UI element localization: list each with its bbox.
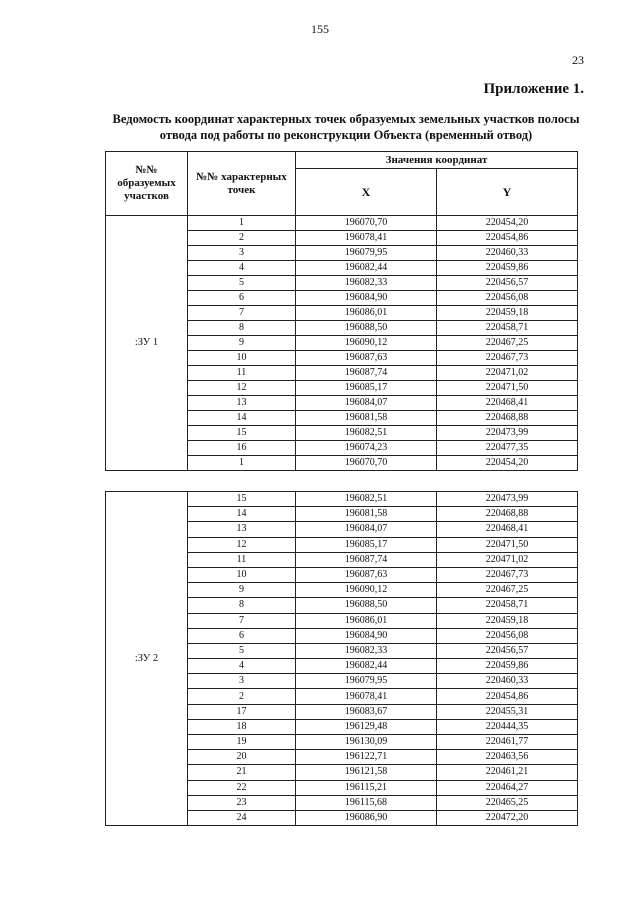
point-number-cell: 4 — [188, 659, 296, 674]
x-coordinate-cell: 196082,44 — [296, 659, 437, 674]
point-number-cell: 23 — [188, 795, 296, 810]
x-coordinate-cell: 196082,33 — [296, 643, 437, 658]
point-number-cell: 14 — [188, 507, 296, 522]
point-number-cell: 6 — [188, 628, 296, 643]
x-coordinate-cell: 196081,58 — [296, 411, 437, 426]
x-coordinate-cell: 196115,68 — [296, 795, 437, 810]
x-coordinate-cell: 196130,09 — [296, 735, 437, 750]
x-coordinate-cell: 196084,07 — [296, 522, 437, 537]
x-coordinate-cell: 196090,12 — [296, 583, 437, 598]
point-number-cell: 9 — [188, 336, 296, 351]
coordinates-table-block-2 — [105, 491, 578, 826]
x-coordinate-cell: 196085,17 — [296, 381, 437, 396]
y-coordinate-cell: 220467,25 — [437, 336, 578, 351]
y-coordinate-cell: 220458,71 — [437, 321, 578, 336]
x-coordinate-cell: 196079,95 — [296, 674, 437, 689]
point-number-cell: 4 — [188, 261, 296, 276]
y-coordinate-cell: 220467,73 — [437, 567, 578, 582]
x-coordinate-cell: 196087,74 — [296, 552, 437, 567]
point-number-cell: 11 — [188, 552, 296, 567]
y-coordinate-cell: 220467,25 — [437, 583, 578, 598]
x-coordinate-cell: 196078,41 — [296, 231, 437, 246]
y-coordinate-cell: 220454,86 — [437, 689, 578, 704]
y-coordinate-cell: 220471,50 — [437, 381, 578, 396]
y-coordinate-cell: 220456,57 — [437, 643, 578, 658]
header-parcels: №№ образуемых участков — [106, 152, 188, 216]
x-coordinate-cell: 196083,67 — [296, 704, 437, 719]
y-coordinate-cell: 220456,57 — [437, 276, 578, 291]
x-coordinate-cell: 196087,63 — [296, 567, 437, 582]
y-coordinate-cell: 220465,25 — [437, 795, 578, 810]
y-coordinate-cell: 220472,20 — [437, 810, 578, 825]
x-coordinate-cell: 196070,70 — [296, 216, 437, 231]
y-coordinate-cell: 220454,86 — [437, 231, 578, 246]
y-coordinate-cell: 220454,20 — [437, 456, 578, 471]
y-coordinate-cell: 220477,35 — [437, 441, 578, 456]
point-number-cell: 13 — [188, 522, 296, 537]
header-points: №№ характерных точек — [188, 152, 296, 216]
y-coordinate-cell: 220444,35 — [437, 719, 578, 734]
sheet-number: 23 — [572, 53, 584, 67]
y-coordinate-cell: 220456,08 — [437, 291, 578, 306]
x-coordinate-cell: 196087,63 — [296, 351, 437, 366]
point-number-cell: 5 — [188, 276, 296, 291]
point-number-cell: 12 — [188, 537, 296, 552]
appendix-label: Приложение 1. — [483, 81, 584, 97]
x-coordinate-cell: 196115,21 — [296, 780, 437, 795]
x-coordinate-cell: 196081,58 — [296, 507, 437, 522]
header-x: X — [296, 169, 437, 216]
x-coordinate-cell: 196070,70 — [296, 456, 437, 471]
y-coordinate-cell: 220459,86 — [437, 261, 578, 276]
y-coordinate-cell: 220461,77 — [437, 735, 578, 750]
y-coordinate-cell: 220459,18 — [437, 613, 578, 628]
parcel-label: :ЗУ 2 — [106, 492, 188, 826]
point-number-cell: 20 — [188, 750, 296, 765]
point-number-cell: 10 — [188, 351, 296, 366]
y-coordinate-cell: 220471,02 — [437, 366, 578, 381]
x-coordinate-cell: 196086,01 — [296, 613, 437, 628]
y-coordinate-cell: 220455,31 — [437, 704, 578, 719]
y-coordinate-cell: 220473,99 — [437, 426, 578, 441]
y-coordinate-cell: 220460,33 — [437, 246, 578, 261]
point-number-cell: 9 — [188, 583, 296, 598]
x-coordinate-cell: 196082,44 — [296, 261, 437, 276]
x-coordinate-cell: 196082,33 — [296, 276, 437, 291]
y-coordinate-cell: 220456,08 — [437, 628, 578, 643]
point-number-cell: 8 — [188, 321, 296, 336]
point-number-cell: 15 — [188, 426, 296, 441]
point-number-cell: 12 — [188, 381, 296, 396]
y-coordinate-cell: 220459,18 — [437, 306, 578, 321]
x-coordinate-cell: 196121,58 — [296, 765, 437, 780]
point-number-cell: 15 — [188, 492, 296, 507]
y-coordinate-cell: 220468,88 — [437, 507, 578, 522]
x-coordinate-cell: 196084,90 — [296, 291, 437, 306]
y-coordinate-cell: 220454,20 — [437, 216, 578, 231]
point-number-cell: 7 — [188, 613, 296, 628]
x-coordinate-cell: 196084,90 — [296, 628, 437, 643]
x-coordinate-cell: 196078,41 — [296, 689, 437, 704]
point-number-cell: 2 — [188, 689, 296, 704]
table-row — [106, 216, 578, 231]
point-number-cell: 13 — [188, 396, 296, 411]
x-coordinate-cell: 196087,74 — [296, 366, 437, 381]
point-number-cell: 17 — [188, 704, 296, 719]
y-coordinate-cell: 220471,02 — [437, 552, 578, 567]
x-coordinate-cell: 196085,17 — [296, 537, 437, 552]
point-number-cell: 11 — [188, 366, 296, 381]
point-number-cell: 1 — [188, 456, 296, 471]
y-coordinate-cell: 220460,33 — [437, 674, 578, 689]
x-coordinate-cell: 196129,48 — [296, 719, 437, 734]
page-number: 155 — [311, 22, 329, 36]
y-coordinate-cell: 220458,71 — [437, 598, 578, 613]
document-title: Ведомость координат характерных точек образуемых земельных участков полосы отвода под работы по реконструкции Объекта (временный отвод) — [112, 112, 580, 142]
x-coordinate-cell: 196086,90 — [296, 810, 437, 825]
x-coordinate-cell: 196088,50 — [296, 598, 437, 613]
y-coordinate-cell: 220467,73 — [437, 351, 578, 366]
point-number-cell: 2 — [188, 231, 296, 246]
point-number-cell: 5 — [188, 643, 296, 658]
point-number-cell: 10 — [188, 567, 296, 582]
table-row — [106, 492, 578, 507]
point-number-cell: 24 — [188, 810, 296, 825]
point-number-cell: 3 — [188, 674, 296, 689]
point-number-cell: 8 — [188, 598, 296, 613]
header-y: Y — [437, 169, 578, 216]
point-number-cell: 16 — [188, 441, 296, 456]
y-coordinate-cell: 220473,99 — [437, 492, 578, 507]
point-number-cell: 19 — [188, 735, 296, 750]
x-coordinate-cell: 196074,23 — [296, 441, 437, 456]
x-coordinate-cell: 196088,50 — [296, 321, 437, 336]
x-coordinate-cell: 196082,51 — [296, 426, 437, 441]
y-coordinate-cell: 220464,27 — [437, 780, 578, 795]
y-coordinate-cell: 220461,21 — [437, 765, 578, 780]
y-coordinate-cell: 220468,41 — [437, 522, 578, 537]
x-coordinate-cell: 196090,12 — [296, 336, 437, 351]
x-coordinate-cell: 196086,01 — [296, 306, 437, 321]
point-number-cell: 22 — [188, 780, 296, 795]
x-coordinate-cell: 196084,07 — [296, 396, 437, 411]
point-number-cell: 18 — [188, 719, 296, 734]
y-coordinate-cell: 220468,88 — [437, 411, 578, 426]
x-coordinate-cell: 196082,51 — [296, 492, 437, 507]
y-coordinate-cell: 220471,50 — [437, 537, 578, 552]
y-coordinate-cell: 220468,41 — [437, 396, 578, 411]
point-number-cell: 7 — [188, 306, 296, 321]
point-number-cell: 1 — [188, 216, 296, 231]
coordinates-table-block-1 — [105, 151, 578, 471]
x-coordinate-cell: 196122,71 — [296, 750, 437, 765]
y-coordinate-cell: 220463,56 — [437, 750, 578, 765]
point-number-cell: 14 — [188, 411, 296, 426]
point-number-cell: 3 — [188, 246, 296, 261]
parcel-label: :ЗУ 1 — [106, 216, 188, 471]
header-coords: Значения координат — [296, 152, 578, 169]
point-number-cell: 21 — [188, 765, 296, 780]
y-coordinate-cell: 220459,86 — [437, 659, 578, 674]
point-number-cell: 6 — [188, 291, 296, 306]
x-coordinate-cell: 196079,95 — [296, 246, 437, 261]
